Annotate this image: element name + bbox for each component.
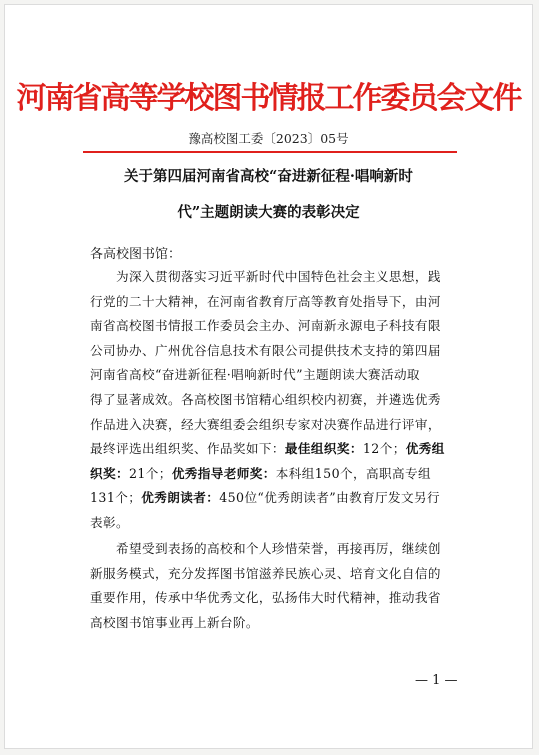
paragraph-line: 公司协办、广州优谷信息技术有限公司提供技术支持的第四届 — [90, 342, 441, 358]
document-title-line-2: 代”主题朗读大赛的表彰决定 — [177, 204, 360, 221]
paragraph-1 — [90, 265, 464, 536]
award-label-excellent-reader: 优秀朗读者： — [141, 490, 220, 506]
paragraph-line: 新服务模式，充分发挥图书馆滋养民族心灵、培育文化自信的 — [90, 565, 441, 581]
document-title-line-1: 关于第四届河南省高校“奋进新征程·唱响新时 — [124, 168, 413, 185]
paragraph-line — [90, 462, 464, 487]
document-page — [4, 4, 533, 749]
paragraph-line: 表彰。 — [90, 514, 129, 530]
paragraph-2 — [90, 537, 464, 635]
text-run: 450位“优秀朗读者”由教育厅发文另行 — [219, 490, 441, 506]
salutation: 各高校图书馆： — [90, 247, 182, 262]
text-run: 12个； — [362, 441, 406, 457]
paragraph-line: 得了显著成效。各高校图书馆精心组织校内初赛，并遴选优秀 — [90, 391, 441, 407]
award-label-excellent-organization: 优秀组 — [405, 441, 445, 457]
page-number: — 1 — — [415, 673, 458, 688]
text-run: 131个； — [90, 490, 142, 506]
paragraph-line — [90, 486, 464, 511]
red-divider-line — [83, 151, 457, 153]
text-run: 21个； — [128, 465, 172, 481]
paragraph-line: 高校图书馆事业再上新台阶。 — [90, 614, 259, 630]
award-label-best-organization: 最佳组织奖： — [284, 441, 363, 457]
paragraph-line: 作品进入决赛，经大赛组委会组织专家对决赛作品进行评审， — [90, 416, 441, 432]
paragraph-line: 河南省高校“奋进新征程·唱响新时代”主题朗读大赛活动取 — [90, 367, 420, 383]
award-label-excellent-advisor: 优秀指导老师奖： — [171, 465, 276, 481]
text-run: 本科组150个，高职高专组 — [275, 465, 431, 481]
paragraph-line: 希望受到表扬的高校和个人珍惜荣誉，再接再厉，继续创 — [116, 541, 441, 556]
text-run: 最终评选出组织奖、作品奖如下： — [90, 441, 285, 457]
paragraph-line: 行党的二十大精神，在河南省教育厅高等教育处指导下，由河 — [90, 293, 441, 309]
document-number: 豫高校图工委〔2023〕05号 — [188, 131, 349, 146]
award-label-excellent-organization-cont: 织奖： — [90, 465, 129, 481]
paragraph-line: 重要作用，传承中华优秀文化，弘扬伟大时代精神，推动我省 — [90, 590, 441, 606]
paragraph-line: 为深入贯彻落实习近平新时代中国特色社会主义思想，践 — [116, 269, 441, 284]
paragraph-line — [90, 437, 464, 462]
paragraph-line: 南省高校图书情报工作委员会主办、河南新永源电子科技有限 — [90, 318, 441, 334]
header-title: 河南省高等学校图书情报工作委员会文件 — [16, 81, 521, 116]
